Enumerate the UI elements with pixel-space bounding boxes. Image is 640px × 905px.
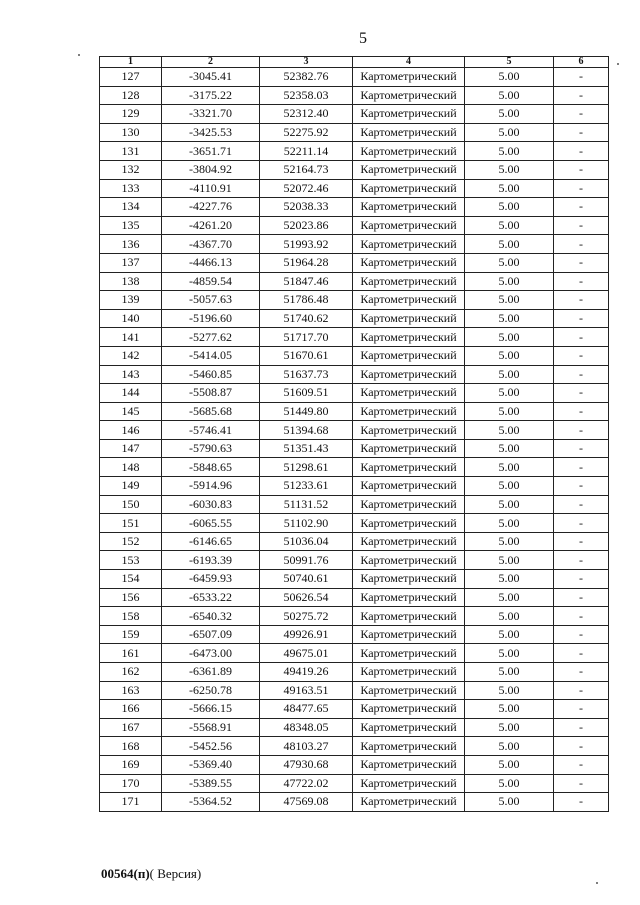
table-row: [100, 272, 609, 291]
cell-coord-y: 49419.26: [260, 663, 353, 682]
cell-point-number: 156: [100, 588, 162, 607]
cell-note: -: [554, 402, 609, 421]
cell-note: -: [554, 384, 609, 403]
cell-coord-x: -3321.70: [162, 105, 260, 124]
cell-point-number: 129: [100, 105, 162, 124]
cell-note: -: [554, 644, 609, 663]
cell-coord-x: -6473.00: [162, 644, 260, 663]
cell-method: Картометрический: [353, 328, 465, 347]
cell-point-number: 142: [100, 346, 162, 365]
cell-coord-x: -4261.20: [162, 216, 260, 235]
cell-method: Картометрический: [353, 421, 465, 440]
cell-method: Картометрический: [353, 625, 465, 644]
cell-accuracy: 5.00: [465, 86, 554, 105]
cell-coord-y: 51740.62: [260, 309, 353, 328]
table-row: [100, 700, 609, 719]
cell-accuracy: 5.00: [465, 105, 554, 124]
cell-note: -: [554, 346, 609, 365]
cell-point-number: 134: [100, 198, 162, 217]
cell-point-number: 138: [100, 272, 162, 291]
cell-point-number: 141: [100, 328, 162, 347]
cell-point-number: 170: [100, 774, 162, 793]
cell-coord-x: -4466.13: [162, 253, 260, 272]
table-row: [100, 68, 609, 87]
cell-accuracy: 5.00: [465, 588, 554, 607]
cell-point-number: 151: [100, 514, 162, 533]
cell-note: -: [554, 737, 609, 756]
cell-method: Картометрический: [353, 551, 465, 570]
cell-method: Картометрический: [353, 793, 465, 812]
table-row: [100, 291, 609, 310]
cell-accuracy: 5.00: [465, 384, 554, 403]
cell-note: -: [554, 216, 609, 235]
table-row: [100, 421, 609, 440]
cell-method: Картометрический: [353, 458, 465, 477]
cell-method: Картометрический: [353, 532, 465, 551]
cell-coord-x: -6361.89: [162, 663, 260, 682]
cell-method: Картометрический: [353, 718, 465, 737]
cell-note: -: [554, 588, 609, 607]
scan-speck: [78, 54, 80, 56]
cell-note: -: [554, 235, 609, 254]
table-row: [100, 216, 609, 235]
cell-coord-y: 51394.68: [260, 421, 353, 440]
cell-note: -: [554, 439, 609, 458]
cell-point-number: 145: [100, 402, 162, 421]
cell-point-number: 163: [100, 681, 162, 700]
cell-method: Картометрический: [353, 644, 465, 663]
cell-coord-x: -3425.53: [162, 123, 260, 142]
table-row: [100, 86, 609, 105]
cell-coord-y: 49675.01: [260, 644, 353, 663]
cell-method: Картометрический: [353, 235, 465, 254]
table-row: [100, 123, 609, 142]
cell-coord-x: -5790.63: [162, 439, 260, 458]
cell-method: Картометрический: [353, 588, 465, 607]
cell-coord-y: 49163.51: [260, 681, 353, 700]
cell-accuracy: 5.00: [465, 253, 554, 272]
document-footer: [101, 866, 201, 882]
cell-method: Картометрический: [353, 755, 465, 774]
column-header-6: 6: [554, 57, 609, 68]
cell-coord-y: 51298.61: [260, 458, 353, 477]
cell-coord-x: -6030.83: [162, 495, 260, 514]
table-row: [100, 681, 609, 700]
cell-coord-x: -5452.56: [162, 737, 260, 756]
cell-note: -: [554, 142, 609, 161]
table-row: [100, 570, 609, 589]
cell-coord-y: 47722.02: [260, 774, 353, 793]
table-row: [100, 458, 609, 477]
cell-method: Картометрический: [353, 216, 465, 235]
cell-method: Картометрический: [353, 402, 465, 421]
cell-coord-x: -5414.05: [162, 346, 260, 365]
cell-coord-x: -5057.63: [162, 291, 260, 310]
cell-note: -: [554, 160, 609, 179]
cell-method: Картометрический: [353, 663, 465, 682]
cell-coord-y: 52275.92: [260, 123, 353, 142]
table-row: [100, 737, 609, 756]
cell-method: Картометрический: [353, 160, 465, 179]
cell-accuracy: 5.00: [465, 402, 554, 421]
cell-coord-y: 52211.14: [260, 142, 353, 161]
cell-point-number: 133: [100, 179, 162, 198]
cell-point-number: 169: [100, 755, 162, 774]
cell-accuracy: 5.00: [465, 644, 554, 663]
coordinates-table: [99, 56, 609, 812]
cell-point-number: 168: [100, 737, 162, 756]
cell-note: -: [554, 272, 609, 291]
table-row: [100, 551, 609, 570]
table-row: [100, 514, 609, 533]
cell-note: -: [554, 663, 609, 682]
cell-point-number: 162: [100, 663, 162, 682]
cell-method: Картометрический: [353, 142, 465, 161]
cell-note: -: [554, 179, 609, 198]
cell-accuracy: 5.00: [465, 365, 554, 384]
cell-coord-x: -6540.32: [162, 607, 260, 626]
cell-method: Картометрический: [353, 774, 465, 793]
table-row: [100, 160, 609, 179]
cell-note: -: [554, 86, 609, 105]
cell-coord-x: -5848.65: [162, 458, 260, 477]
cell-coord-x: -6146.65: [162, 532, 260, 551]
cell-note: -: [554, 718, 609, 737]
cell-coord-x: -6459.93: [162, 570, 260, 589]
cell-point-number: 130: [100, 123, 162, 142]
cell-coord-x: -6065.55: [162, 514, 260, 533]
table-row: [100, 179, 609, 198]
cell-accuracy: 5.00: [465, 291, 554, 310]
cell-coord-x: -5685.68: [162, 402, 260, 421]
cell-coord-x: -5666.15: [162, 700, 260, 719]
cell-accuracy: 5.00: [465, 681, 554, 700]
cell-accuracy: 5.00: [465, 700, 554, 719]
cell-point-number: 137: [100, 253, 162, 272]
cell-accuracy: 5.00: [465, 607, 554, 626]
column-header-3: 3: [260, 57, 353, 68]
cell-accuracy: 5.00: [465, 737, 554, 756]
cell-note: -: [554, 309, 609, 328]
cell-point-number: 143: [100, 365, 162, 384]
cell-accuracy: 5.00: [465, 514, 554, 533]
cell-note: -: [554, 421, 609, 440]
cell-point-number: 136: [100, 235, 162, 254]
cell-coord-y: 50991.76: [260, 551, 353, 570]
cell-method: Картометрический: [353, 514, 465, 533]
cell-coord-y: 48103.27: [260, 737, 353, 756]
cell-accuracy: 5.00: [465, 68, 554, 87]
cell-method: Картометрический: [353, 346, 465, 365]
cell-point-number: 154: [100, 570, 162, 589]
cell-coord-y: 51786.48: [260, 291, 353, 310]
cell-note: -: [554, 123, 609, 142]
cell-accuracy: 5.00: [465, 216, 554, 235]
cell-coord-y: 49926.91: [260, 625, 353, 644]
cell-accuracy: 5.00: [465, 142, 554, 161]
cell-note: -: [554, 570, 609, 589]
cell-note: -: [554, 365, 609, 384]
cell-coord-y: 52382.76: [260, 68, 353, 87]
cell-accuracy: 5.00: [465, 235, 554, 254]
cell-coord-x: -4227.76: [162, 198, 260, 217]
table-row: [100, 346, 609, 365]
cell-method: Картометрический: [353, 570, 465, 589]
cell-coord-y: 47569.08: [260, 793, 353, 812]
cell-coord-y: 51847.46: [260, 272, 353, 291]
cell-coord-x: -4367.70: [162, 235, 260, 254]
table-row: [100, 793, 609, 812]
cell-accuracy: 5.00: [465, 198, 554, 217]
cell-note: -: [554, 495, 609, 514]
cell-note: -: [554, 198, 609, 217]
cell-coord-y: 47930.68: [260, 755, 353, 774]
table-row: [100, 105, 609, 124]
cell-coord-x: -3804.92: [162, 160, 260, 179]
column-header-2: 2: [162, 57, 260, 68]
cell-coord-y: 51609.51: [260, 384, 353, 403]
cell-coord-x: -3175.22: [162, 86, 260, 105]
cell-coord-x: -6533.22: [162, 588, 260, 607]
cell-accuracy: 5.00: [465, 123, 554, 142]
scan-speck: [596, 882, 598, 884]
cell-coord-y: 52038.33: [260, 198, 353, 217]
cell-accuracy: 5.00: [465, 551, 554, 570]
cell-accuracy: 5.00: [465, 328, 554, 347]
cell-method: Картометрический: [353, 384, 465, 403]
cell-coord-x: -5364.52: [162, 793, 260, 812]
cell-accuracy: 5.00: [465, 532, 554, 551]
cell-note: -: [554, 514, 609, 533]
cell-point-number: 149: [100, 477, 162, 496]
cell-accuracy: 5.00: [465, 755, 554, 774]
cell-coord-y: 52023.86: [260, 216, 353, 235]
cell-coord-x: -6193.39: [162, 551, 260, 570]
cell-coord-x: -5914.96: [162, 477, 260, 496]
cell-coord-y: 51449.80: [260, 402, 353, 421]
cell-point-number: 146: [100, 421, 162, 440]
cell-point-number: 158: [100, 607, 162, 626]
cell-note: -: [554, 700, 609, 719]
cell-coord-y: 51670.61: [260, 346, 353, 365]
table-row: [100, 718, 609, 737]
cell-coord-x: -5277.62: [162, 328, 260, 347]
cell-coord-y: 52358.03: [260, 86, 353, 105]
table-row: [100, 588, 609, 607]
cell-accuracy: 5.00: [465, 570, 554, 589]
cell-accuracy: 5.00: [465, 160, 554, 179]
cell-point-number: 171: [100, 793, 162, 812]
scan-speck: [617, 63, 619, 65]
cell-method: Картометрический: [353, 477, 465, 496]
cell-point-number: 166: [100, 700, 162, 719]
table-row: [100, 439, 609, 458]
cell-accuracy: 5.00: [465, 477, 554, 496]
cell-accuracy: 5.00: [465, 458, 554, 477]
cell-coord-x: -4110.91: [162, 179, 260, 198]
cell-point-number: 153: [100, 551, 162, 570]
cell-coord-y: 50740.61: [260, 570, 353, 589]
cell-accuracy: 5.00: [465, 663, 554, 682]
cell-note: -: [554, 793, 609, 812]
table-row: [100, 384, 609, 403]
table-row: [100, 774, 609, 793]
cell-note: -: [554, 532, 609, 551]
cell-point-number: 127: [100, 68, 162, 87]
cell-coord-x: -5369.40: [162, 755, 260, 774]
cell-note: -: [554, 681, 609, 700]
cell-coord-y: 51993.92: [260, 235, 353, 254]
cell-method: Картометрический: [353, 123, 465, 142]
table-row: [100, 532, 609, 551]
cell-point-number: 131: [100, 142, 162, 161]
cell-coord-x: -3651.71: [162, 142, 260, 161]
cell-method: Картометрический: [353, 198, 465, 217]
cell-note: -: [554, 458, 609, 477]
cell-accuracy: 5.00: [465, 718, 554, 737]
cell-coord-y: 48348.05: [260, 718, 353, 737]
cell-accuracy: 5.00: [465, 309, 554, 328]
table-row: [100, 309, 609, 328]
column-header-5: 5: [465, 57, 554, 68]
cell-coord-y: 51233.61: [260, 477, 353, 496]
cell-accuracy: 5.00: [465, 439, 554, 458]
cell-coord-y: 52072.46: [260, 179, 353, 198]
cell-accuracy: 5.00: [465, 625, 554, 644]
table-row: [100, 198, 609, 217]
cell-note: -: [554, 551, 609, 570]
cell-coord-x: -3045.41: [162, 68, 260, 87]
cell-point-number: 159: [100, 625, 162, 644]
table-row: [100, 495, 609, 514]
document-code: 00564(п): [101, 866, 150, 881]
table-row: [100, 402, 609, 421]
cell-method: Картометрический: [353, 179, 465, 198]
cell-coord-y: 52164.73: [260, 160, 353, 179]
cell-coord-x: -5508.87: [162, 384, 260, 403]
cell-note: -: [554, 755, 609, 774]
cell-point-number: 147: [100, 439, 162, 458]
cell-point-number: 161: [100, 644, 162, 663]
cell-method: Картометрический: [353, 439, 465, 458]
cell-point-number: 132: [100, 160, 162, 179]
table-row: [100, 365, 609, 384]
cell-note: -: [554, 607, 609, 626]
cell-point-number: 144: [100, 384, 162, 403]
cell-accuracy: 5.00: [465, 272, 554, 291]
cell-coord-x: -6507.09: [162, 625, 260, 644]
cell-point-number: 150: [100, 495, 162, 514]
column-header-4: 4: [353, 57, 465, 68]
table-row: [100, 663, 609, 682]
cell-point-number: 128: [100, 86, 162, 105]
cell-coord-y: 50626.54: [260, 588, 353, 607]
cell-point-number: 139: [100, 291, 162, 310]
cell-accuracy: 5.00: [465, 793, 554, 812]
cell-point-number: 148: [100, 458, 162, 477]
table-header-row: [100, 57, 609, 68]
cell-method: Картометрический: [353, 365, 465, 384]
cell-coord-x: -5460.85: [162, 365, 260, 384]
cell-note: -: [554, 105, 609, 124]
cell-accuracy: 5.00: [465, 495, 554, 514]
cell-accuracy: 5.00: [465, 774, 554, 793]
cell-method: Картометрический: [353, 272, 465, 291]
cell-method: Картометрический: [353, 86, 465, 105]
cell-method: Картометрический: [353, 737, 465, 756]
cell-coord-y: 50275.72: [260, 607, 353, 626]
table-row: [100, 755, 609, 774]
cell-coord-y: 52312.40: [260, 105, 353, 124]
table-row: [100, 328, 609, 347]
cell-coord-y: 51964.28: [260, 253, 353, 272]
cell-method: Картометрический: [353, 105, 465, 124]
cell-accuracy: 5.00: [465, 346, 554, 365]
cell-point-number: 140: [100, 309, 162, 328]
cell-coord-y: 51637.73: [260, 365, 353, 384]
cell-point-number: 167: [100, 718, 162, 737]
cell-method: Картометрический: [353, 68, 465, 87]
cell-coord-y: 51102.90: [260, 514, 353, 533]
cell-method: Картометрический: [353, 253, 465, 272]
cell-accuracy: 5.00: [465, 179, 554, 198]
table-row: [100, 644, 609, 663]
cell-note: -: [554, 625, 609, 644]
table-row: [100, 607, 609, 626]
cell-coord-y: 51131.52: [260, 495, 353, 514]
cell-note: -: [554, 291, 609, 310]
table-body: [100, 68, 609, 812]
cell-coord-x: -4859.54: [162, 272, 260, 291]
document-version-label: ( Версия): [149, 866, 202, 881]
table-row: [100, 625, 609, 644]
cell-point-number: 135: [100, 216, 162, 235]
table-row: [100, 142, 609, 161]
cell-method: Картометрический: [353, 291, 465, 310]
cell-note: -: [554, 328, 609, 347]
cell-note: -: [554, 68, 609, 87]
cell-coord-x: -6250.78: [162, 681, 260, 700]
cell-coord-x: -5746.41: [162, 421, 260, 440]
cell-method: Картометрический: [353, 607, 465, 626]
cell-point-number: 152: [100, 532, 162, 551]
cell-method: Картометрический: [353, 309, 465, 328]
cell-note: -: [554, 477, 609, 496]
cell-method: Картометрический: [353, 700, 465, 719]
cell-coord-y: 51351.43: [260, 439, 353, 458]
cell-coord-x: -5389.55: [162, 774, 260, 793]
cell-coord-x: -5568.91: [162, 718, 260, 737]
table-row: [100, 253, 609, 272]
cell-coord-x: -5196.60: [162, 309, 260, 328]
page-number: 5: [359, 30, 367, 47]
cell-note: -: [554, 774, 609, 793]
cell-note: -: [554, 253, 609, 272]
cell-coord-y: 48477.65: [260, 700, 353, 719]
cell-accuracy: 5.00: [465, 421, 554, 440]
cell-coord-y: 51717.70: [260, 328, 353, 347]
table-row: [100, 477, 609, 496]
cell-method: Картометрический: [353, 681, 465, 700]
column-header-1: 1: [100, 57, 162, 68]
table-row: [100, 235, 609, 254]
cell-coord-y: 51036.04: [260, 532, 353, 551]
cell-method: Картометрический: [353, 495, 465, 514]
